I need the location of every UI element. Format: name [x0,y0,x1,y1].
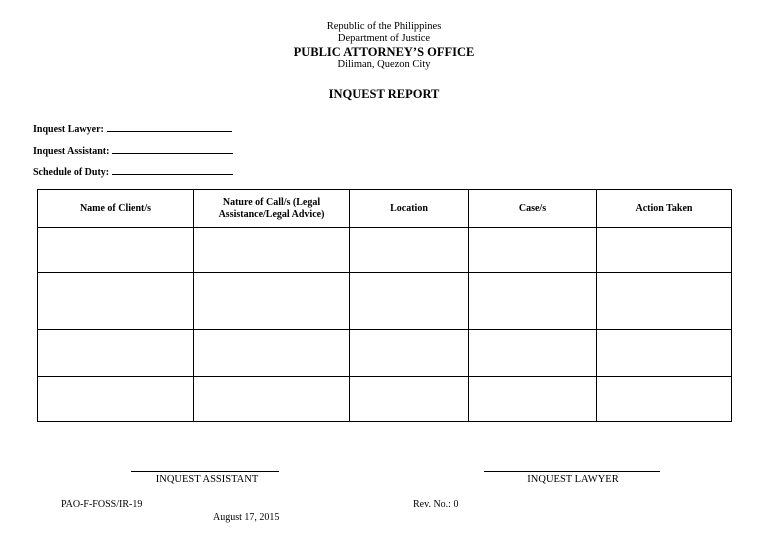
table-row [38,273,732,330]
form-code: PAO-F-FOSS/IR-19 [61,499,143,510]
assistant-signature-label: INQUEST ASSISTANT [155,474,259,485]
schedule-of-duty-field [33,165,233,178]
table-cell[interactable] [350,228,469,273]
inquest-lawyer-blank [107,122,232,132]
inquest-report-table [37,189,732,422]
table-cell[interactable] [38,228,194,273]
table-cell[interactable] [469,228,597,273]
inquest-lawyer-label: Inquest Lawyer: [33,124,104,135]
table-cell[interactable] [350,330,469,377]
table-row [38,228,732,273]
header-republic: Republic of the Philippines [326,21,442,32]
inquest-assistant-blank [112,144,233,154]
inquest-lawyer-field [33,122,232,135]
table-cell[interactable] [597,228,732,273]
table-cell[interactable] [469,377,597,422]
table-cell[interactable] [38,377,194,422]
column-header-cases: Case/s [469,190,597,228]
document-title: INQUEST REPORT [328,87,440,101]
table-cell[interactable] [469,330,597,377]
schedule-of-duty-blank [112,165,233,175]
lawyer-signature-label: INQUEST LAWYER [527,474,619,485]
table-row [38,330,732,377]
column-header-nature-of-call: Nature of Call/s (Legal Assistance/Legal Advice) [194,190,350,228]
table-cell[interactable] [194,330,350,377]
table-cell[interactable] [597,330,732,377]
table-cell[interactable] [350,273,469,330]
inquest-assistant-label: Inquest Assistant: [33,146,110,157]
table-cell[interactable] [597,377,732,422]
revision-number: Rev. No.: 0 [413,499,459,510]
table-cell[interactable] [38,330,194,377]
lawyer-signature-line [484,471,660,472]
table-cell[interactable] [194,377,350,422]
table-row [38,377,732,422]
form-date: August 17, 2015 [213,512,280,523]
header-department: Department of Justice [337,33,431,44]
table-cell[interactable] [597,273,732,330]
header-location: Diliman, Quezon City [337,59,431,70]
column-header-client: Name of Client/s [38,190,194,228]
table-cell[interactable] [38,273,194,330]
table-cell[interactable] [194,273,350,330]
column-header-action-taken: Action Taken [597,190,732,228]
column-header-location: Location [350,190,469,228]
inquest-assistant-field [33,144,233,157]
header-office: PUBLIC ATTORNEY’S OFFICE [293,45,475,59]
document-header [0,21,768,71]
schedule-of-duty-label: Schedule of Duty: [33,167,110,178]
table-cell[interactable] [350,377,469,422]
table-cell[interactable] [469,273,597,330]
assistant-signature-line [131,471,279,472]
table-header-row [38,190,732,228]
table-cell[interactable] [194,228,350,273]
